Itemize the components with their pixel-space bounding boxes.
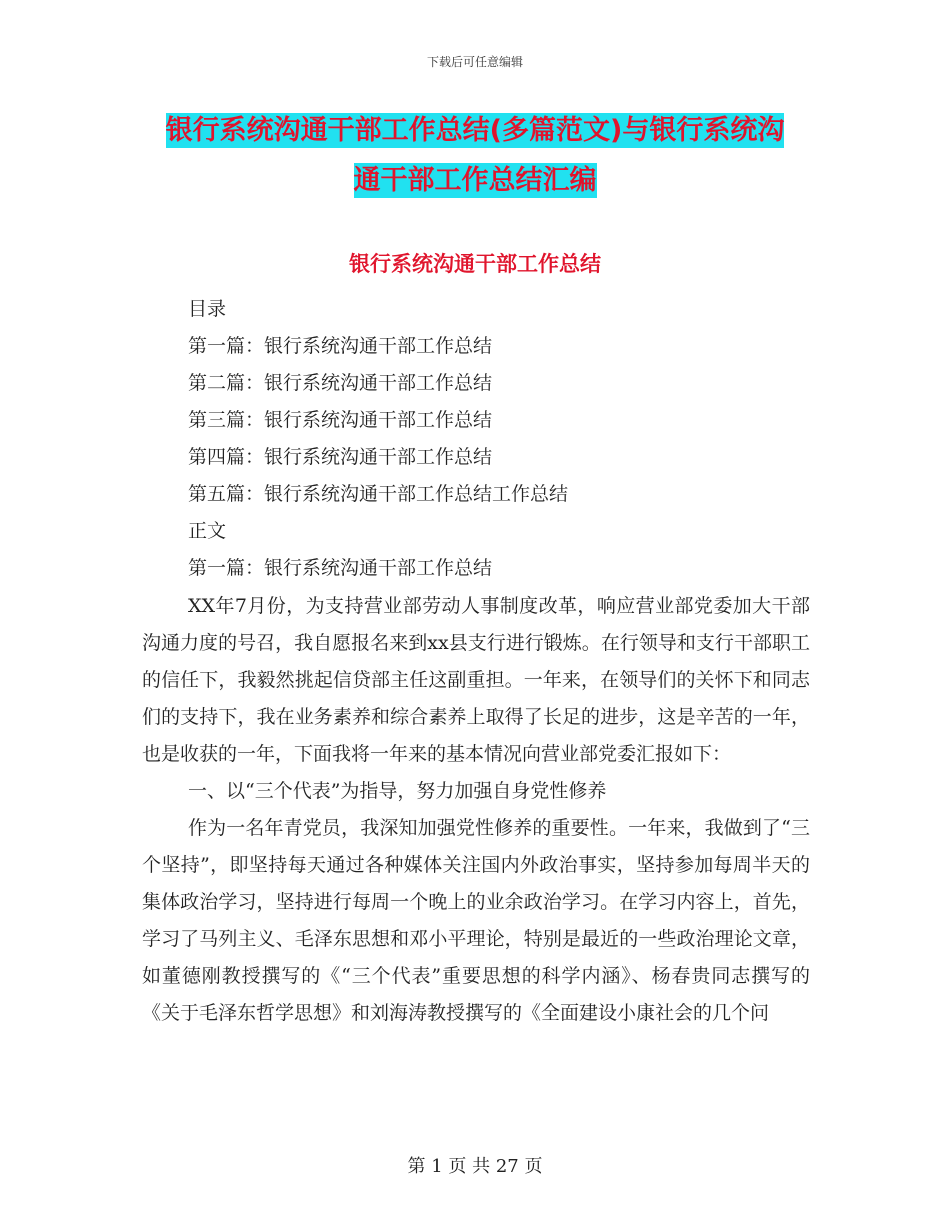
toc-item: 第一篇：银行系统沟通干部工作总结	[188, 335, 493, 357]
toc-item: 第四篇：银行系统沟通干部工作总结	[188, 446, 493, 468]
document-title-line-2: 通干部工作总结汇编	[353, 165, 597, 196]
body-heading: 正文	[188, 520, 227, 542]
paragraph: XX年7月份，为支持营业部劳动人事制度改革，响应营业部党委加大干部沟通力度的号召，我自愿报名来到xx县支行进行锻炼。在行领导和支行干部职工的信任下，我毅然挑起信贷部主任这副重担。一年来，在领导们的关怀下和同志们的支持下，我在业务素养和综合素养上取得了长足的进步，这是辛苦的一年，也是收获的一年，下面我将一年来的基本情况向营业部党委汇报如下：	[142, 595, 810, 765]
toc-item: 第二篇：银行系统沟通干部工作总结	[188, 372, 493, 394]
page-footer: 第 1 页 共 27 页	[407, 1156, 543, 1177]
document-title-line-1: 银行系统沟通干部工作总结(多篇范文)与银行系统沟	[165, 115, 785, 146]
subheading: 一、以“三个代表”为指导，努力加强自身党性修养	[188, 780, 607, 802]
toc-item: 第五篇：银行系统沟通干部工作总结工作总结	[188, 483, 569, 505]
first-article-heading: 第一篇：银行系统沟通干部工作总结	[188, 557, 493, 579]
article-body	[142, 588, 810, 1032]
section-title: 银行系统沟通干部工作总结	[349, 252, 601, 276]
document-title	[140, 106, 810, 206]
toc-item: 第三篇：银行系统沟通干部工作总结	[188, 409, 493, 431]
page-header: 下载后可任意编辑	[426, 55, 523, 69]
paragraph: 作为一名年青党员，我深知加强党性修养的重要性。一年来，我做到了“三个坚持”，即坚持每天通过各种媒体关注国内外政治事实，坚持参加每周半天的集体政治学习，坚持进行每周一个晚上的业余政治学习。在学习内容上，首先，学习了马列主义、毛泽东思想和邓小平理论，特别是最近的一些政治理论文章，如董德刚教授撰写的《“三个代表”重要思想的科学内涵》、杨春贵同志撰写的《关于毛泽东哲学思想》和刘海涛教授撰写的《全面建设小康社会的几个问	[142, 817, 810, 1024]
table-of-contents	[142, 291, 810, 587]
toc-heading: 目录	[188, 298, 227, 320]
